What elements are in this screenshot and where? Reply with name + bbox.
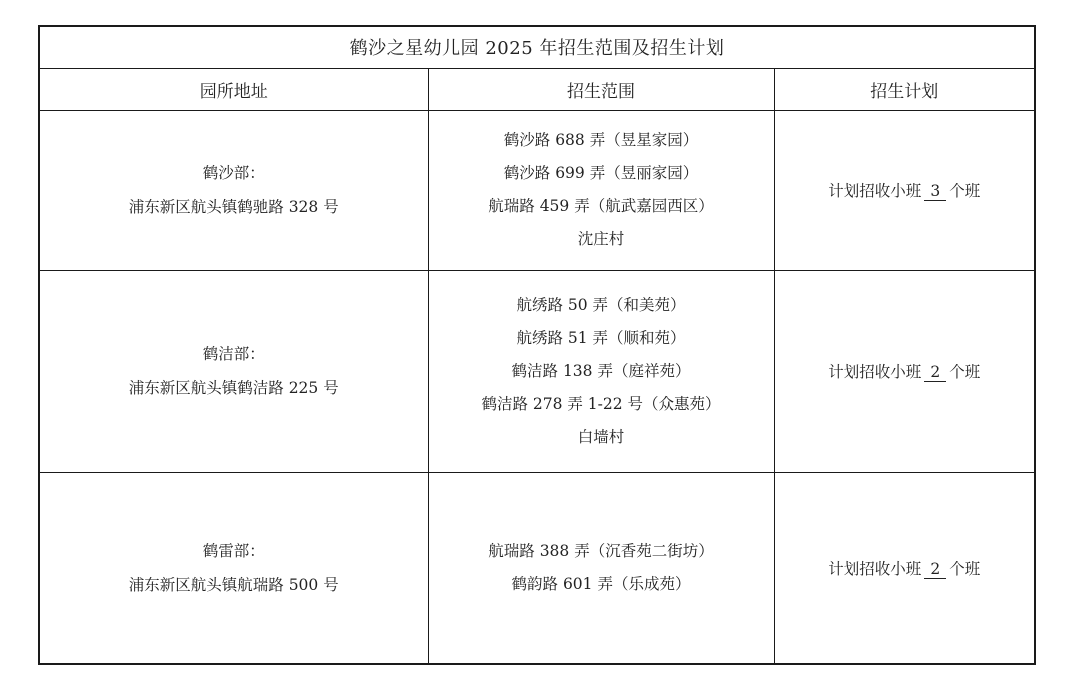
plan-suffix: 个班 <box>949 559 981 578</box>
plan-cell <box>774 270 1035 472</box>
header-address: 园所地址 <box>39 68 428 110</box>
scope-item: 白墙村 <box>577 427 625 446</box>
scope-item: 鹤洁路 278 弄 1-22 号（众惠苑） <box>481 394 721 413</box>
header-scope: 招生范围 <box>428 68 774 110</box>
plan-count: 2 <box>924 560 946 579</box>
scope-item: 鹤沙路 699 弄（昱丽家园） <box>503 164 699 182</box>
plan-suffix: 个班 <box>949 182 981 200</box>
scope-item: 航瑞路 388 弄（沉香苑二街坊） <box>488 541 714 560</box>
plan-cell <box>774 472 1035 664</box>
scope-item: 鹤洁路 138 弄（庭祥苑） <box>511 361 691 380</box>
plan-suffix: 个班 <box>949 363 981 381</box>
scope-item: 航绣路 50 弄（和美苑） <box>516 295 686 314</box>
scope-cell <box>428 270 774 472</box>
scope-item: 鹤韵路 601 弄（乐成苑） <box>511 574 691 593</box>
enrollment-table <box>38 25 1036 665</box>
plan-prefix: 计划招收小班 <box>828 559 922 578</box>
title-row <box>39 26 1035 68</box>
campus-name: 鹤沙部： <box>202 164 265 182</box>
plan-count: 2 <box>924 363 946 382</box>
address-cell <box>39 472 428 664</box>
scope-item: 鹤沙路 688 弄（昱星家园） <box>503 131 699 149</box>
scope-cell <box>428 472 774 664</box>
plan-prefix: 计划招收小班 <box>828 182 922 200</box>
header-row <box>39 68 1035 110</box>
plan-cell <box>774 110 1035 270</box>
table-row <box>39 110 1035 270</box>
campus-address: 浦东新区航头镇航瑞路 500 号 <box>128 575 339 594</box>
table-row <box>39 472 1035 664</box>
header-plan: 招生计划 <box>774 68 1035 110</box>
plan-count: 3 <box>924 182 946 201</box>
campus-address: 浦东新区航头镇鹤驰路 328 号 <box>128 198 339 216</box>
campus-address: 浦东新区航头镇鹤洁路 225 号 <box>128 379 339 397</box>
scope-item: 航瑞路 459 弄（航武嘉园西区） <box>488 197 714 215</box>
address-cell <box>39 110 428 270</box>
scope-cell <box>428 110 774 270</box>
campus-name: 鹤洁部： <box>202 345 265 363</box>
table-row <box>39 270 1035 472</box>
address-cell <box>39 270 428 472</box>
scope-item: 航绣路 51 弄（顺和苑） <box>516 328 686 347</box>
campus-name: 鹤雷部： <box>202 541 265 560</box>
scope-item: 沈庄村 <box>577 230 625 248</box>
plan-prefix: 计划招收小班 <box>828 363 922 381</box>
table-title: 鹤沙之星幼儿园 2025 年招生范围及招生计划 <box>39 26 1035 68</box>
